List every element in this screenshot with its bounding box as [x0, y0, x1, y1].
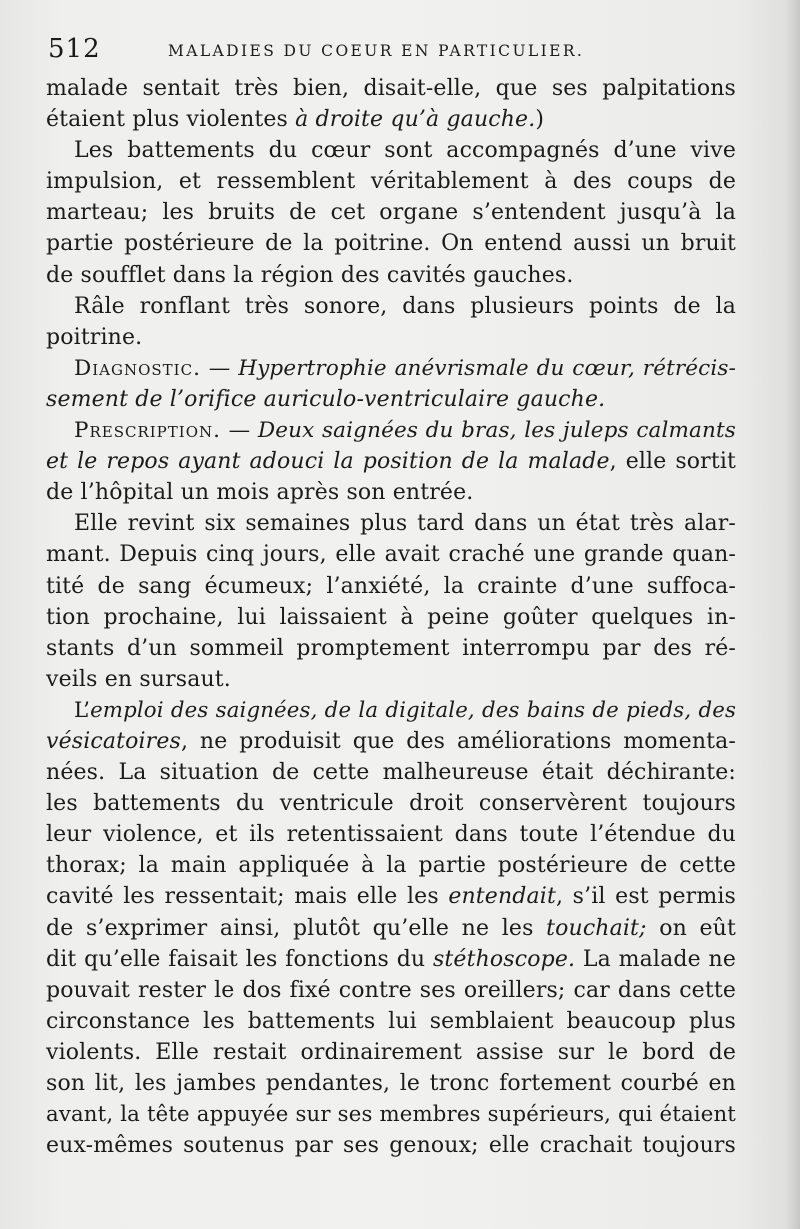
- page-edge-shadow: [786, 0, 800, 1229]
- text-line: les battements du ventricule droit conservèrent toujours: [46, 791, 736, 817]
- diagnostic-heading-line: Diagnostic. — Hypertrophie anévrismale du cœur, rétrécis-: [74, 355, 736, 381]
- text-line: étaient plus violentes à droite qu’à gauche.): [46, 107, 545, 133]
- prescription-heading-line: Prescription. — Deux saignées du bras, les juleps calmants: [74, 418, 736, 444]
- text-line: sement de l’orifice auriculo-ventriculaire gauche.: [46, 386, 606, 412]
- text-line: son lit, les jambes pendantes, le tronc fortement courbé en: [46, 1071, 736, 1096]
- text-line: leur violence, et ils retentissaient dans toute l’étendue du: [46, 822, 736, 848]
- text-line: eux-mêmes soutenus par ses genoux; elle crachait toujours: [46, 1133, 736, 1159]
- text-line: Les battements du cœur sont accompagnés d’une vive: [74, 138, 736, 164]
- running-title: MALADIES DU COEUR EN PARTICULIER.: [168, 42, 585, 60]
- text-line: mant. Depuis cinq jours, elle avait craché une grande quan-: [46, 542, 736, 568]
- text-line: circonstance les battements lui semblaient beaucoup plus: [46, 1008, 736, 1034]
- text-line: L’emploi des saignées, de la digitale, des bains de pieds, des: [74, 697, 736, 723]
- text-line: nées. La situation de cette malheureuse était déchirante:: [46, 760, 736, 786]
- text-line: marteau; les bruits de cet organe s’entendent jusqu’à la: [46, 200, 736, 226]
- text-line: stants d’un sommeil promptement interrompu par des ré-: [46, 635, 736, 661]
- text-line: tité de sang écumeux; l’anxiété, la crainte d’une suffoca-: [46, 573, 736, 599]
- text-line: pouvait rester le dos fixé contre ses oreillers; car dans cette: [46, 977, 736, 1003]
- text-line: cavité les ressentait; mais elle les entendait, s’il est permis: [46, 884, 736, 910]
- text-line: Râle ronflant très sonore, dans plusieurs points de la: [74, 293, 736, 319]
- text-line: avant, la tête appuyée sur ses membres supérieurs, qui étaient: [46, 1102, 736, 1128]
- page-number: 512: [48, 34, 101, 64]
- page-header: [40, 32, 760, 68]
- text-line: de l’hôpital un mois après son entrée.: [46, 480, 474, 506]
- text-line: poitrine.: [46, 324, 143, 350]
- text-line: partie postérieure de la poitrine. On entend aussi un bruit: [46, 231, 736, 257]
- text-line: de s’exprimer ainsi, plutôt qu’elle ne les touchait; on eût: [46, 915, 736, 941]
- text-line: malade sentait très bien, disait-elle, que ses palpitations: [46, 76, 736, 101]
- text-line: violents. Elle restait ordinairement assise sur le bord de: [46, 1039, 736, 1065]
- text-line: et le repos ayant adouci la position de la malade, elle sortit: [46, 449, 736, 475]
- text-line: de soufflet dans la région des cavités gauches.: [46, 262, 574, 288]
- text-line: thorax; la main appliquée à la partie postérieure de cette: [46, 853, 736, 879]
- text-line: tion prochaine, lui laissaient à peine goûter quelques in-: [46, 604, 736, 630]
- text-line: impulsion, et ressemblent véritablement à des coups de: [46, 169, 736, 195]
- body-text: [46, 73, 736, 1161]
- text-line: dit qu’elle faisait les fonctions du stéthoscope. La malade ne: [46, 946, 736, 972]
- text-line: Elle revint six semaines plus tard dans un état très alar-: [74, 511, 736, 537]
- text-line: veils en sursaut.: [46, 666, 231, 692]
- text-line: vésicatoires, ne produisit que des améliorations momenta-: [46, 728, 736, 754]
